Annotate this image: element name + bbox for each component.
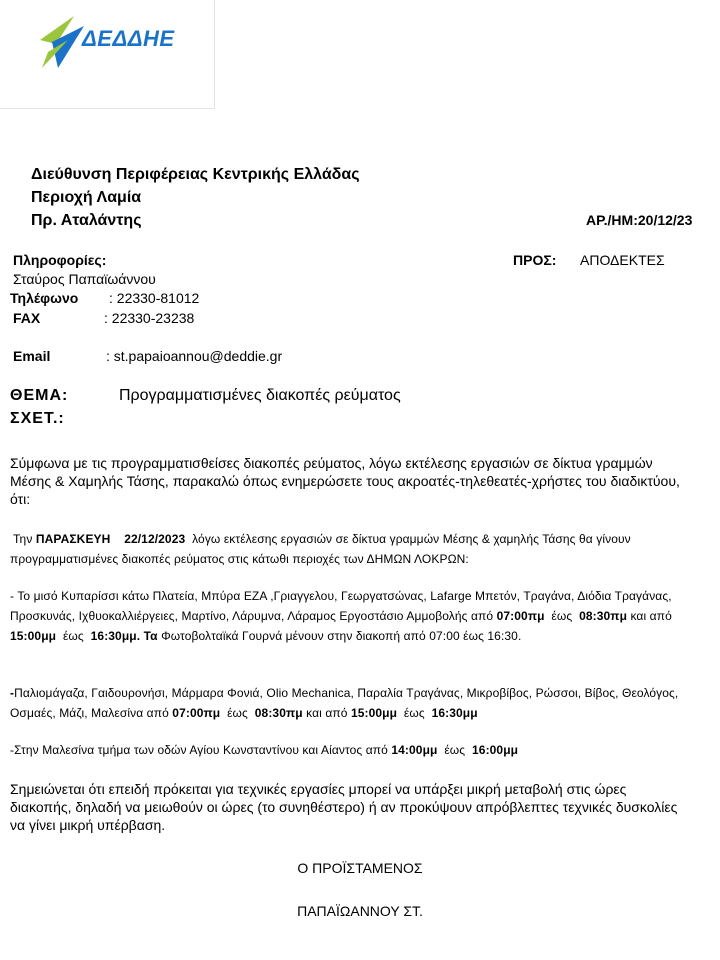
outage-item-3 [10, 740, 710, 760]
notice-paragraph [10, 529, 710, 569]
reference-number: ΑΡ./ΗΜ:20/12/23 [586, 212, 693, 228]
item2-to-1: έως [227, 706, 248, 720]
recipient-value: ΑΠΟΔΕΚΤΕΣ [580, 252, 665, 268]
signature-title: Ο ΠΡΟΪΣΤΑΜΕΝΟΣ [297, 860, 423, 876]
header-office: Πρ. Αταλάντης [31, 212, 142, 229]
signature-name: ΠΑΠΑΪΩΑΝΝΟΥ ΣΤ. [297, 903, 423, 919]
fax-value: : 22330-23238 [104, 310, 195, 326]
item2-to-2: έως [403, 706, 425, 720]
notice-prefix: Την [13, 532, 33, 546]
item3-text: -Στην Μαλεσίνα τμήμα των οδών Αγίου Κωνσταντίνου και Αίαντος από [10, 743, 388, 757]
item1-areas: - Το μισό Κυπαρίσσι κάτω Πλατεία, Μπύρα ΕΖΑ ,Γριαγγελου, Γεωργατσώνας, Lafarge Μπετόν, Τραγάνα, Διόδια Τραγάνας, Προσκυνάς, Ιχθυοκαλλιέργειες, Μαρτίνο, Λάρυμνα, Λάραμος Εργοστάσιο Αμμοβολής από [10, 589, 672, 623]
item1-solar-note: Φωτοβολταϊκά Γουρνά μένουν στην διακοπή από 07:00 έως 16:30. [161, 629, 522, 643]
email-label: Email [13, 348, 51, 364]
item1-time-start-2: 15:00μμ [10, 629, 57, 643]
phone-label: Τηλέφωνο [10, 290, 79, 306]
intro-paragraph: Σύμφωνα με τις προγραμματισθείσες διακοπές ρεύματος, λόγω εκτέλεσης εργασιών σε δίκτυα γραμμών Μέσης & Χαμηλής Τάσης, παρακαλώ όπως ενημερώσετε τους ακροατές-τηλεθεατές-χρήστες του διαδικτύου, ότι: [10, 455, 680, 507]
notice-text: λόγω εκτέλεσης εργασιών σε δίκτυα γραμμών Μέσης & χαμηλής Τάσης θα γίνουν προγραμματισμένες διακοπές ρεύματος στις κάτωθι περιοχές των ΔΗΜΩΝ ΛΟΚΡΩΝ: [10, 532, 631, 566]
outage-item-2 [10, 683, 710, 723]
item2-time-end-2: 16:30μμ [431, 706, 478, 720]
item3-time-start: 14:00μμ [391, 743, 438, 757]
item1-to-2: έως [62, 629, 84, 643]
item3-time-end: 16:00μμ [472, 743, 519, 757]
phone-value: : 22330-81012 [109, 290, 200, 306]
recipient-label: ΠΡΟΣ: [513, 252, 557, 268]
header-area: Περιοχή Λαμία [31, 189, 142, 206]
subject-label: ΘΕΜΑ: [10, 387, 69, 404]
item2-time-end-1: 08:30πμ [254, 706, 303, 720]
logo-text: ΔΕΔΔΗΕ [82, 26, 175, 51]
contact-name: Σταύρος Παπαϊωάννου [13, 271, 156, 287]
notice-date: 22/12/2023 [124, 532, 186, 546]
item2-time-start-1: 07:00πμ [172, 706, 221, 720]
item1-time-start-1: 07:00πμ [496, 609, 545, 623]
item1-time-end-1: 08:30πμ [579, 609, 628, 623]
subject-text: Προγραμματισμένες διακοπές ρεύματος [119, 387, 401, 404]
item1-to-1: έως [551, 609, 573, 623]
item2-time-start-2: 15:00μμ [350, 706, 398, 720]
item2-and: και από [306, 706, 348, 720]
item2-areas: Παλιομάγαζα, Γαιδουρονήσι, Μάρμαρα Φονιά, Olio Mechanica, Παραλία Τραγάνας, Μικροβίβος, Ρώσσοι, Βίβος, Θεολόγος, Οσμαές, Μάζι, Μαλεσίνα από [10, 686, 679, 720]
email-value[interactable]: : st.papaioannou@deddie.gr [106, 348, 283, 364]
reference-label: ΣΧΕΤ.: [10, 410, 65, 427]
item2-dash: - [10, 686, 15, 700]
info-label: Πληροφορίες: [13, 252, 107, 268]
item1-and: και από [630, 609, 672, 623]
item3-to: έως [444, 743, 466, 757]
logo-area [0, 0, 215, 109]
item1-solar-prefix: Τα [143, 629, 158, 643]
header-directorate: Διεύθυνση Περιφέρειας Κεντρικής Ελλάδας [31, 166, 360, 183]
fax-label: FAX [13, 310, 41, 326]
item1-time-end-2: 16:30μμ. [90, 629, 141, 643]
closing-paragraph: Σημειώνεται ότι επειδή πρόκειται για τεχνικές εργασίες μπορεί να υπάρξει μικρή μεταβολή στις ώρες διακοπής, δηλαδή να μειωθούν οι ώρες (το συνηθέστερο) ή αν προκύψουν απρόβλεπτες τεχνικές δυσκολίες να γίνει μικρή υπέρβαση. [10, 781, 678, 833]
notice-day: ΠΑΡΑΣΚΕΥΗ [35, 532, 111, 546]
outage-item-1 [10, 586, 710, 646]
deddie-logo-icon [38, 14, 86, 70]
